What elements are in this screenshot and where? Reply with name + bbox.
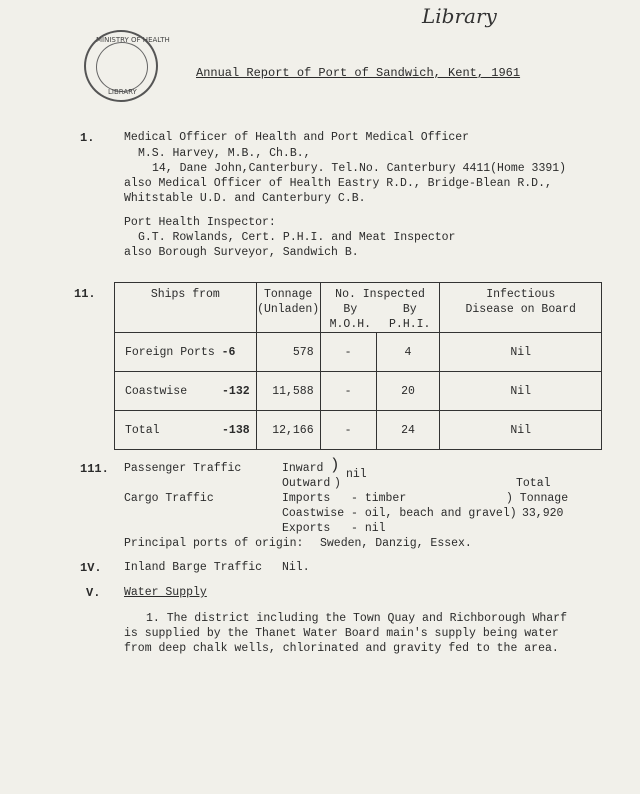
header-infectious: Infectious Disease on Board (440, 283, 602, 333)
stamp-text-bottom: LIBRARY (108, 88, 137, 96)
section-1-line-8: also Borough Surveyor, Sandwich B. (124, 246, 359, 259)
section-1-number: 1. (80, 131, 95, 145)
section-1-line-5: Whitstable U.D. and Canterbury C.B. (124, 192, 366, 205)
section-1-line-6: Port Health Inspector: (124, 216, 276, 229)
nil-label: nil (346, 468, 367, 481)
tonnage-value: 33,920 (522, 507, 564, 520)
brace-bottom: ) (334, 477, 341, 490)
exports-line: Exports - nil (282, 522, 386, 535)
header-tonnage: Tonnage (Unladen) (256, 283, 320, 333)
section-1-line-1: Medical Officer of Health and Port Medical Officer (124, 131, 470, 144)
row-total-label: Total -138 (115, 411, 257, 450)
header-by-moh: By M.O.H. (329, 303, 372, 331)
section-4-number: 1V. (80, 561, 102, 575)
inland-barge-value: Nil. (282, 561, 310, 574)
imports-line: Imports - timber (282, 492, 407, 505)
header-ships-from: Ships from (115, 283, 257, 333)
stamp-text-top: MINISTRY OF HEALTH (96, 36, 170, 44)
stamp-inner-ring (96, 42, 148, 92)
report-title: Annual Report of Port of Sandwich, Kent, 1961 (196, 66, 521, 80)
row-coastwise-label: Coastwise -132 (115, 372, 257, 411)
ministry-of-health-stamp (84, 30, 170, 102)
outward-label: Outward (282, 477, 331, 490)
inward-label: Inward (282, 462, 324, 475)
water-supply-line-3: from deep chalk wells, chlorinated and gravity fed to the area. (124, 642, 559, 655)
inland-barge-label: Inland Barge Traffic (124, 561, 263, 574)
section-5-number: V. (86, 586, 101, 600)
section-1-line-3: 14, Dane John,Canterbury. Tel.No. Canterbury 4411(Home 3391) (152, 162, 567, 175)
row-foreign-disease: Nil (440, 333, 602, 372)
principal-ports-value: Sweden, Danzig, Essex. (320, 537, 472, 550)
ships-table (114, 282, 602, 450)
section-3-number: 111. (80, 462, 109, 476)
row-total-moh: - (320, 411, 376, 450)
principal-ports-label: Principal ports of origin: (124, 537, 304, 550)
row-foreign-phi: 4 (376, 333, 440, 372)
row-foreign-tonnage: 578 (256, 333, 320, 372)
cargo-traffic-label: Cargo Traffic (124, 492, 214, 505)
tonnage-label: ) Tonnage (506, 492, 569, 505)
row-coastwise-tonnage: 11,588 (256, 372, 320, 411)
passenger-traffic-label: Passenger Traffic (124, 462, 242, 475)
table-row (115, 333, 602, 372)
row-total-disease: Nil (440, 411, 602, 450)
brace-top: ) (330, 456, 340, 474)
row-coastwise-moh: - (320, 372, 376, 411)
table-header-row (115, 283, 602, 333)
section-1-line-2: M.S. Harvey, M.B., Ch.B., (138, 147, 311, 160)
section-1-line-7: G.T. Rowlands, Cert. P.H.I. and Meat Inspector (138, 231, 456, 244)
coastwise-line: Coastwise - oil, beach and gravel) (282, 507, 517, 520)
section-2-number: 11. (74, 287, 96, 301)
handwritten-note: Library (422, 4, 497, 28)
row-coastwise-disease: Nil (440, 372, 602, 411)
row-total-phi: 24 (376, 411, 440, 450)
water-supply-line-2: is supplied by the Thanet Water Board main's supply being water (124, 627, 559, 640)
section-1-line-4: also Medical Officer of Health Eastry R.D., Bridge-Blean R.D., (124, 177, 552, 190)
row-total-tonnage: 12,166 (256, 411, 320, 450)
table-row (115, 372, 602, 411)
header-by-phi: By P.H.I. (389, 303, 431, 331)
water-supply-line-1: 1. The district including the Town Quay and Richborough Wharf (146, 612, 567, 625)
row-coastwise-phi: 20 (376, 372, 440, 411)
total-label: Total (516, 477, 551, 490)
water-supply-heading: Water Supply (124, 586, 207, 599)
header-inspected: No. Inspected By M.O.H. By P.H.I. (320, 283, 440, 333)
row-foreign-moh: - (320, 333, 376, 372)
row-foreign-label: Foreign Ports -6 (115, 333, 257, 372)
table-row (115, 411, 602, 450)
